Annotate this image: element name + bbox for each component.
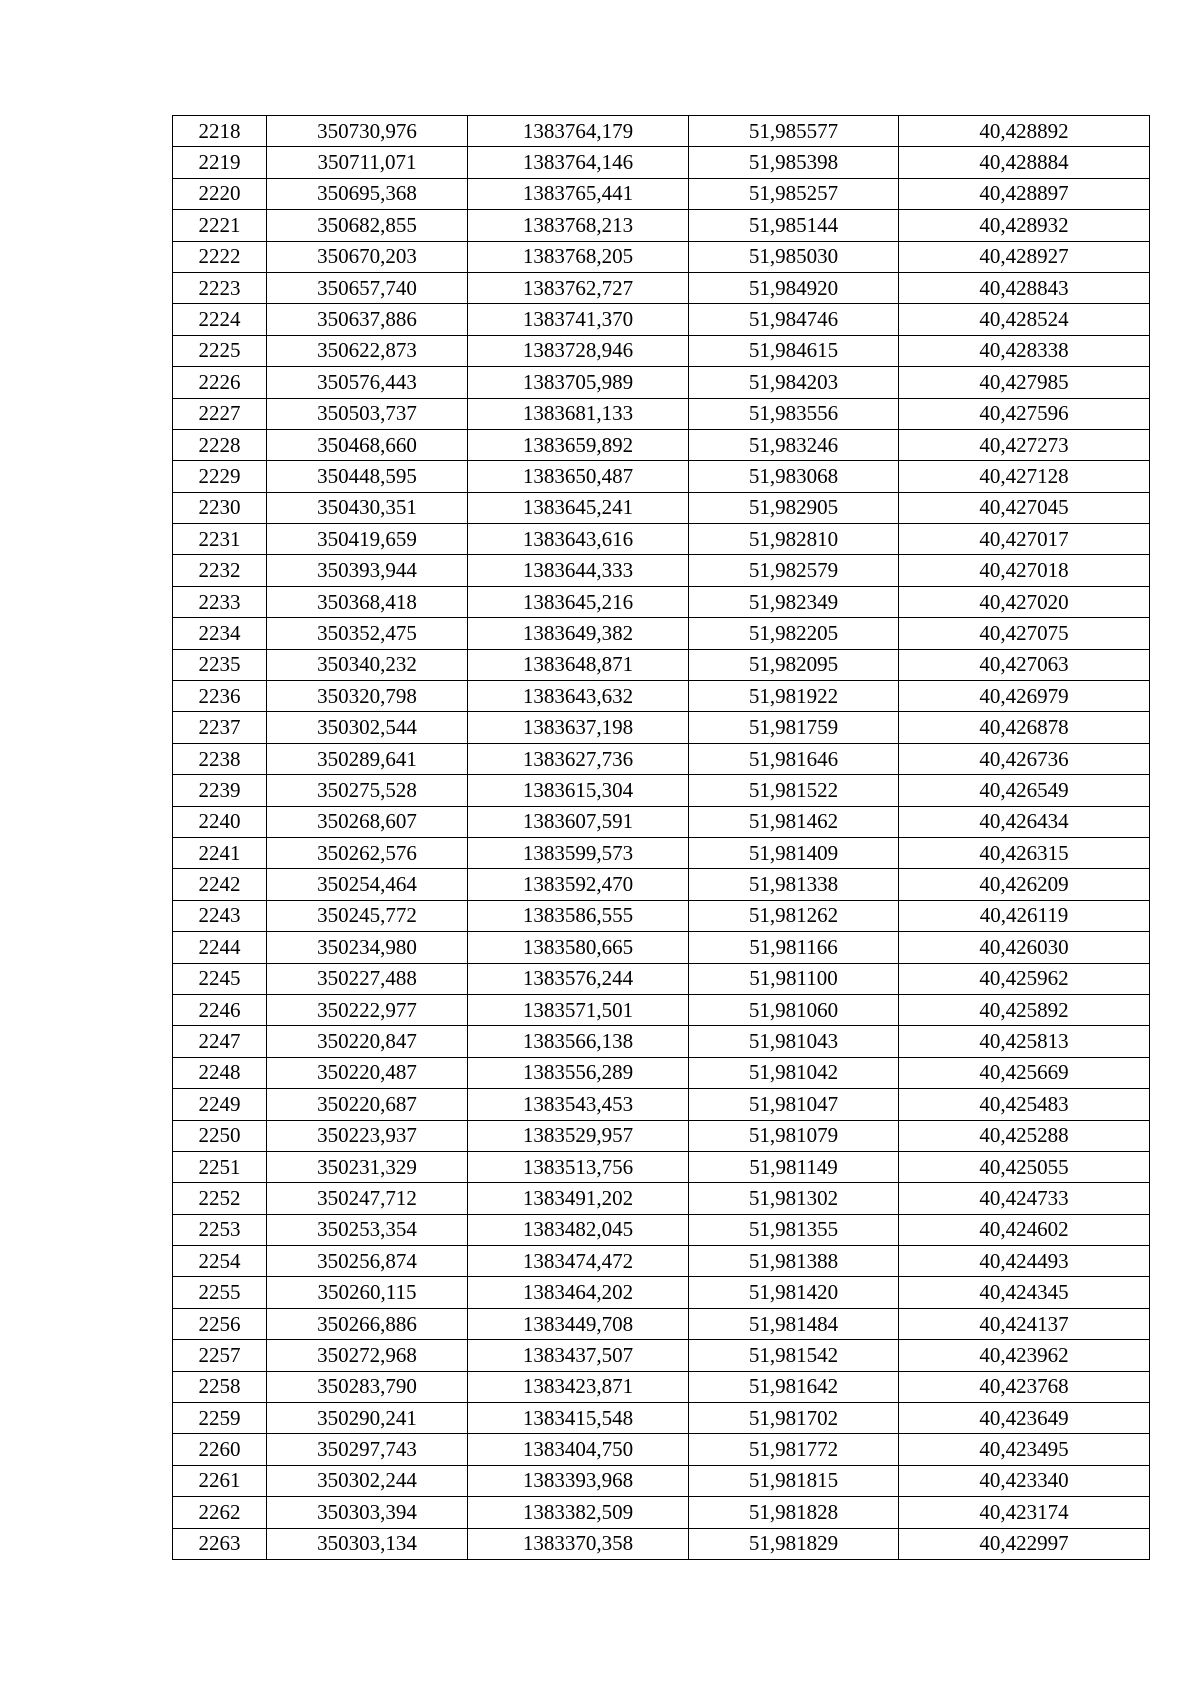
latitude-cell: 51,981829 [689,1528,899,1559]
longitude-cell: 40,426736 [899,743,1150,774]
y-coordinate-cell: 1383423,871 [468,1371,689,1402]
latitude-cell: 51,981759 [689,712,899,743]
latitude-cell: 51,981828 [689,1497,899,1528]
table-row [173,335,1150,366]
y-coordinate-cell: 1383543,453 [468,1089,689,1120]
table-row [173,712,1150,743]
longitude-cell: 40,424733 [899,1183,1150,1214]
point-number-cell: 2254 [173,1246,267,1277]
x-coordinate-cell: 350695,368 [267,178,468,209]
table-row [173,1497,1150,1528]
table-row [173,1214,1150,1245]
x-coordinate-cell: 350419,659 [267,524,468,555]
longitude-cell: 40,423340 [899,1465,1150,1496]
point-number-cell: 2220 [173,178,267,209]
longitude-cell: 40,427596 [899,398,1150,429]
point-number-cell: 2236 [173,681,267,712]
latitude-cell: 51,981815 [689,1465,899,1496]
point-number-cell: 2231 [173,524,267,555]
latitude-cell: 51,981388 [689,1246,899,1277]
point-number-cell: 2246 [173,994,267,1025]
table-row [173,900,1150,931]
x-coordinate-cell: 350302,544 [267,712,468,743]
longitude-cell: 40,428884 [899,147,1150,178]
table-row [173,241,1150,272]
table-row [173,1120,1150,1151]
longitude-cell: 40,426209 [899,869,1150,900]
y-coordinate-cell: 1383659,892 [468,429,689,460]
point-number-cell: 2252 [173,1183,267,1214]
y-coordinate-cell: 1383556,289 [468,1057,689,1088]
y-coordinate-cell: 1383576,244 [468,963,689,994]
longitude-cell: 40,427017 [899,524,1150,555]
x-coordinate-cell: 350247,712 [267,1183,468,1214]
latitude-cell: 51,982810 [689,524,899,555]
latitude-cell: 51,983246 [689,429,899,460]
x-coordinate-cell: 350576,443 [267,367,468,398]
point-number-cell: 2257 [173,1340,267,1371]
table-row [173,681,1150,712]
x-coordinate-cell: 350220,487 [267,1057,468,1088]
y-coordinate-cell: 1383437,507 [468,1340,689,1371]
latitude-cell: 51,981409 [689,837,899,868]
point-number-cell: 2262 [173,1497,267,1528]
longitude-cell: 40,426119 [899,900,1150,931]
latitude-cell: 51,981642 [689,1371,899,1402]
longitude-cell: 40,427045 [899,492,1150,523]
latitude-cell: 51,981462 [689,806,899,837]
point-number-cell: 2238 [173,743,267,774]
table-row [173,1183,1150,1214]
longitude-cell: 40,422997 [899,1528,1150,1559]
point-number-cell: 2239 [173,775,267,806]
x-coordinate-cell: 350222,977 [267,994,468,1025]
latitude-cell: 51,981420 [689,1277,899,1308]
table-row [173,618,1150,649]
x-coordinate-cell: 350272,968 [267,1340,468,1371]
table-row [173,1434,1150,1465]
y-coordinate-cell: 1383627,736 [468,743,689,774]
x-coordinate-cell: 350352,475 [267,618,468,649]
y-coordinate-cell: 1383592,470 [468,869,689,900]
point-number-cell: 2263 [173,1528,267,1559]
x-coordinate-cell: 350290,241 [267,1403,468,1434]
table-row [173,932,1150,963]
x-coordinate-cell: 350223,937 [267,1120,468,1151]
point-number-cell: 2223 [173,272,267,303]
y-coordinate-cell: 1383607,591 [468,806,689,837]
longitude-cell: 40,428892 [899,116,1150,147]
point-number-cell: 2255 [173,1277,267,1308]
table-row [173,1089,1150,1120]
x-coordinate-cell: 350340,232 [267,649,468,680]
point-number-cell: 2233 [173,586,267,617]
table-row [173,524,1150,555]
table-row [173,429,1150,460]
x-coordinate-cell: 350448,595 [267,461,468,492]
point-number-cell: 2227 [173,398,267,429]
longitude-cell: 40,426030 [899,932,1150,963]
table-row [173,555,1150,586]
longitude-cell: 40,428932 [899,210,1150,241]
latitude-cell: 51,984615 [689,335,899,366]
longitude-cell: 40,428843 [899,272,1150,303]
x-coordinate-cell: 350320,798 [267,681,468,712]
point-number-cell: 2225 [173,335,267,366]
y-coordinate-cell: 1383513,756 [468,1151,689,1182]
table-row [173,963,1150,994]
table-row [173,1340,1150,1371]
point-number-cell: 2224 [173,304,267,335]
longitude-cell: 40,425669 [899,1057,1150,1088]
table-row [173,1308,1150,1339]
point-number-cell: 2247 [173,1026,267,1057]
latitude-cell: 51,985030 [689,241,899,272]
y-coordinate-cell: 1383705,989 [468,367,689,398]
y-coordinate-cell: 1383728,946 [468,335,689,366]
x-coordinate-cell: 350289,641 [267,743,468,774]
x-coordinate-cell: 350275,528 [267,775,468,806]
y-coordinate-cell: 1383645,216 [468,586,689,617]
longitude-cell: 40,426549 [899,775,1150,806]
point-number-cell: 2253 [173,1214,267,1245]
longitude-cell: 40,427075 [899,618,1150,649]
x-coordinate-cell: 350256,874 [267,1246,468,1277]
point-number-cell: 2258 [173,1371,267,1402]
table-row [173,367,1150,398]
longitude-cell: 40,424602 [899,1214,1150,1245]
table-row [173,492,1150,523]
point-number-cell: 2259 [173,1403,267,1434]
latitude-cell: 51,981338 [689,869,899,900]
longitude-cell: 40,423174 [899,1497,1150,1528]
longitude-cell: 40,424493 [899,1246,1150,1277]
coordinates-table [172,115,1150,1560]
point-number-cell: 2226 [173,367,267,398]
table-row [173,1465,1150,1496]
table-row [173,304,1150,335]
point-number-cell: 2249 [173,1089,267,1120]
latitude-cell: 51,984920 [689,272,899,303]
latitude-cell: 51,981355 [689,1214,899,1245]
latitude-cell: 51,981149 [689,1151,899,1182]
x-coordinate-cell: 350657,740 [267,272,468,303]
x-coordinate-cell: 350503,737 [267,398,468,429]
latitude-cell: 51,981043 [689,1026,899,1057]
point-number-cell: 2234 [173,618,267,649]
longitude-cell: 40,425288 [899,1120,1150,1151]
longitude-cell: 40,427063 [899,649,1150,680]
point-number-cell: 2260 [173,1434,267,1465]
point-number-cell: 2240 [173,806,267,837]
x-coordinate-cell: 350220,847 [267,1026,468,1057]
y-coordinate-cell: 1383768,213 [468,210,689,241]
latitude-cell: 51,981922 [689,681,899,712]
latitude-cell: 51,982905 [689,492,899,523]
latitude-cell: 51,982095 [689,649,899,680]
latitude-cell: 51,985144 [689,210,899,241]
longitude-cell: 40,426434 [899,806,1150,837]
point-number-cell: 2232 [173,555,267,586]
table-row [173,1151,1150,1182]
x-coordinate-cell: 350234,980 [267,932,468,963]
longitude-cell: 40,426315 [899,837,1150,868]
y-coordinate-cell: 1383449,708 [468,1308,689,1339]
y-coordinate-cell: 1383415,548 [468,1403,689,1434]
longitude-cell: 40,425055 [899,1151,1150,1182]
y-coordinate-cell: 1383580,665 [468,932,689,963]
table-row [173,1026,1150,1057]
y-coordinate-cell: 1383764,179 [468,116,689,147]
table-row [173,806,1150,837]
table-row [173,398,1150,429]
x-coordinate-cell: 350393,944 [267,555,468,586]
table-row [173,1528,1150,1559]
longitude-cell: 40,427018 [899,555,1150,586]
table-row [173,1277,1150,1308]
x-coordinate-cell: 350260,115 [267,1277,468,1308]
point-number-cell: 2261 [173,1465,267,1496]
point-number-cell: 2250 [173,1120,267,1151]
latitude-cell: 51,981262 [689,900,899,931]
point-number-cell: 2248 [173,1057,267,1088]
x-coordinate-cell: 350231,329 [267,1151,468,1182]
point-number-cell: 2222 [173,241,267,272]
point-number-cell: 2242 [173,869,267,900]
longitude-cell: 40,427985 [899,367,1150,398]
y-coordinate-cell: 1383482,045 [468,1214,689,1245]
x-coordinate-cell: 350245,772 [267,900,468,931]
x-coordinate-cell: 350622,873 [267,335,468,366]
point-number-cell: 2230 [173,492,267,523]
x-coordinate-cell: 350266,886 [267,1308,468,1339]
y-coordinate-cell: 1383681,133 [468,398,689,429]
longitude-cell: 40,425813 [899,1026,1150,1057]
table-row [173,649,1150,680]
table-row [173,178,1150,209]
x-coordinate-cell: 350262,576 [267,837,468,868]
latitude-cell: 51,985257 [689,178,899,209]
y-coordinate-cell: 1383529,957 [468,1120,689,1151]
table-row [173,147,1150,178]
x-coordinate-cell: 350253,354 [267,1214,468,1245]
y-coordinate-cell: 1383768,205 [468,241,689,272]
y-coordinate-cell: 1383615,304 [468,775,689,806]
y-coordinate-cell: 1383762,727 [468,272,689,303]
point-number-cell: 2229 [173,461,267,492]
latitude-cell: 51,981166 [689,932,899,963]
latitude-cell: 51,981042 [689,1057,899,1088]
x-coordinate-cell: 350368,418 [267,586,468,617]
longitude-cell: 40,424137 [899,1308,1150,1339]
longitude-cell: 40,425892 [899,994,1150,1025]
table-row [173,743,1150,774]
x-coordinate-cell: 350670,203 [267,241,468,272]
y-coordinate-cell: 1383648,871 [468,649,689,680]
longitude-cell: 40,428338 [899,335,1150,366]
table-row [173,461,1150,492]
table-row [173,116,1150,147]
point-number-cell: 2235 [173,649,267,680]
point-number-cell: 2219 [173,147,267,178]
longitude-cell: 40,427273 [899,429,1150,460]
y-coordinate-cell: 1383643,632 [468,681,689,712]
y-coordinate-cell: 1383643,616 [468,524,689,555]
point-number-cell: 2241 [173,837,267,868]
table-row [173,210,1150,241]
longitude-cell: 40,426878 [899,712,1150,743]
y-coordinate-cell: 1383491,202 [468,1183,689,1214]
latitude-cell: 51,981047 [689,1089,899,1120]
latitude-cell: 51,981302 [689,1183,899,1214]
latitude-cell: 51,984203 [689,367,899,398]
y-coordinate-cell: 1383571,501 [468,994,689,1025]
y-coordinate-cell: 1383370,358 [468,1528,689,1559]
table-row [173,1057,1150,1088]
x-coordinate-cell: 350283,790 [267,1371,468,1402]
longitude-cell: 40,423495 [899,1434,1150,1465]
latitude-cell: 51,982349 [689,586,899,617]
table-row [173,775,1150,806]
latitude-cell: 51,981772 [689,1434,899,1465]
table-row [173,869,1150,900]
latitude-cell: 51,981060 [689,994,899,1025]
x-coordinate-cell: 350730,976 [267,116,468,147]
table-row [173,1246,1150,1277]
point-number-cell: 2228 [173,429,267,460]
longitude-cell: 40,427128 [899,461,1150,492]
point-number-cell: 2243 [173,900,267,931]
y-coordinate-cell: 1383464,202 [468,1277,689,1308]
longitude-cell: 40,428927 [899,241,1150,272]
longitude-cell: 40,425962 [899,963,1150,994]
x-coordinate-cell: 350302,244 [267,1465,468,1496]
longitude-cell: 40,427020 [899,586,1150,617]
latitude-cell: 51,982205 [689,618,899,649]
y-coordinate-cell: 1383637,198 [468,712,689,743]
y-coordinate-cell: 1383644,333 [468,555,689,586]
table-row [173,1403,1150,1434]
latitude-cell: 51,985577 [689,116,899,147]
x-coordinate-cell: 350682,855 [267,210,468,241]
x-coordinate-cell: 350430,351 [267,492,468,523]
latitude-cell: 51,983068 [689,461,899,492]
longitude-cell: 40,424345 [899,1277,1150,1308]
latitude-cell: 51,981646 [689,743,899,774]
y-coordinate-cell: 1383765,441 [468,178,689,209]
y-coordinate-cell: 1383382,509 [468,1497,689,1528]
latitude-cell: 51,982579 [689,555,899,586]
point-number-cell: 2218 [173,116,267,147]
point-number-cell: 2221 [173,210,267,241]
y-coordinate-cell: 1383566,138 [468,1026,689,1057]
longitude-cell: 40,425483 [899,1089,1150,1120]
latitude-cell: 51,985398 [689,147,899,178]
longitude-cell: 40,423962 [899,1340,1150,1371]
latitude-cell: 51,981542 [689,1340,899,1371]
table-row [173,994,1150,1025]
y-coordinate-cell: 1383650,487 [468,461,689,492]
latitude-cell: 51,981484 [689,1308,899,1339]
longitude-cell: 40,428897 [899,178,1150,209]
coordinates-table-body [173,116,1150,1560]
x-coordinate-cell: 350303,134 [267,1528,468,1559]
table-row [173,586,1150,617]
y-coordinate-cell: 1383645,241 [468,492,689,523]
table-row [173,1371,1150,1402]
x-coordinate-cell: 350711,071 [267,147,468,178]
point-number-cell: 2245 [173,963,267,994]
x-coordinate-cell: 350254,464 [267,869,468,900]
point-number-cell: 2251 [173,1151,267,1182]
longitude-cell: 40,423768 [899,1371,1150,1402]
y-coordinate-cell: 1383649,382 [468,618,689,649]
table-row [173,837,1150,868]
point-number-cell: 2237 [173,712,267,743]
x-coordinate-cell: 350303,394 [267,1497,468,1528]
latitude-cell: 51,981702 [689,1403,899,1434]
y-coordinate-cell: 1383393,968 [468,1465,689,1496]
longitude-cell: 40,423649 [899,1403,1150,1434]
latitude-cell: 51,981079 [689,1120,899,1151]
x-coordinate-cell: 350220,687 [267,1089,468,1120]
x-coordinate-cell: 350637,886 [267,304,468,335]
longitude-cell: 40,426979 [899,681,1150,712]
y-coordinate-cell: 1383599,573 [468,837,689,868]
point-number-cell: 2256 [173,1308,267,1339]
latitude-cell: 51,981522 [689,775,899,806]
x-coordinate-cell: 350468,660 [267,429,468,460]
latitude-cell: 51,983556 [689,398,899,429]
x-coordinate-cell: 350227,488 [267,963,468,994]
y-coordinate-cell: 1383764,146 [468,147,689,178]
latitude-cell: 51,981100 [689,963,899,994]
latitude-cell: 51,984746 [689,304,899,335]
y-coordinate-cell: 1383404,750 [468,1434,689,1465]
y-coordinate-cell: 1383586,555 [468,900,689,931]
point-number-cell: 2244 [173,932,267,963]
longitude-cell: 40,428524 [899,304,1150,335]
y-coordinate-cell: 1383741,370 [468,304,689,335]
x-coordinate-cell: 350297,743 [267,1434,468,1465]
x-coordinate-cell: 350268,607 [267,806,468,837]
table-row [173,272,1150,303]
y-coordinate-cell: 1383474,472 [468,1246,689,1277]
